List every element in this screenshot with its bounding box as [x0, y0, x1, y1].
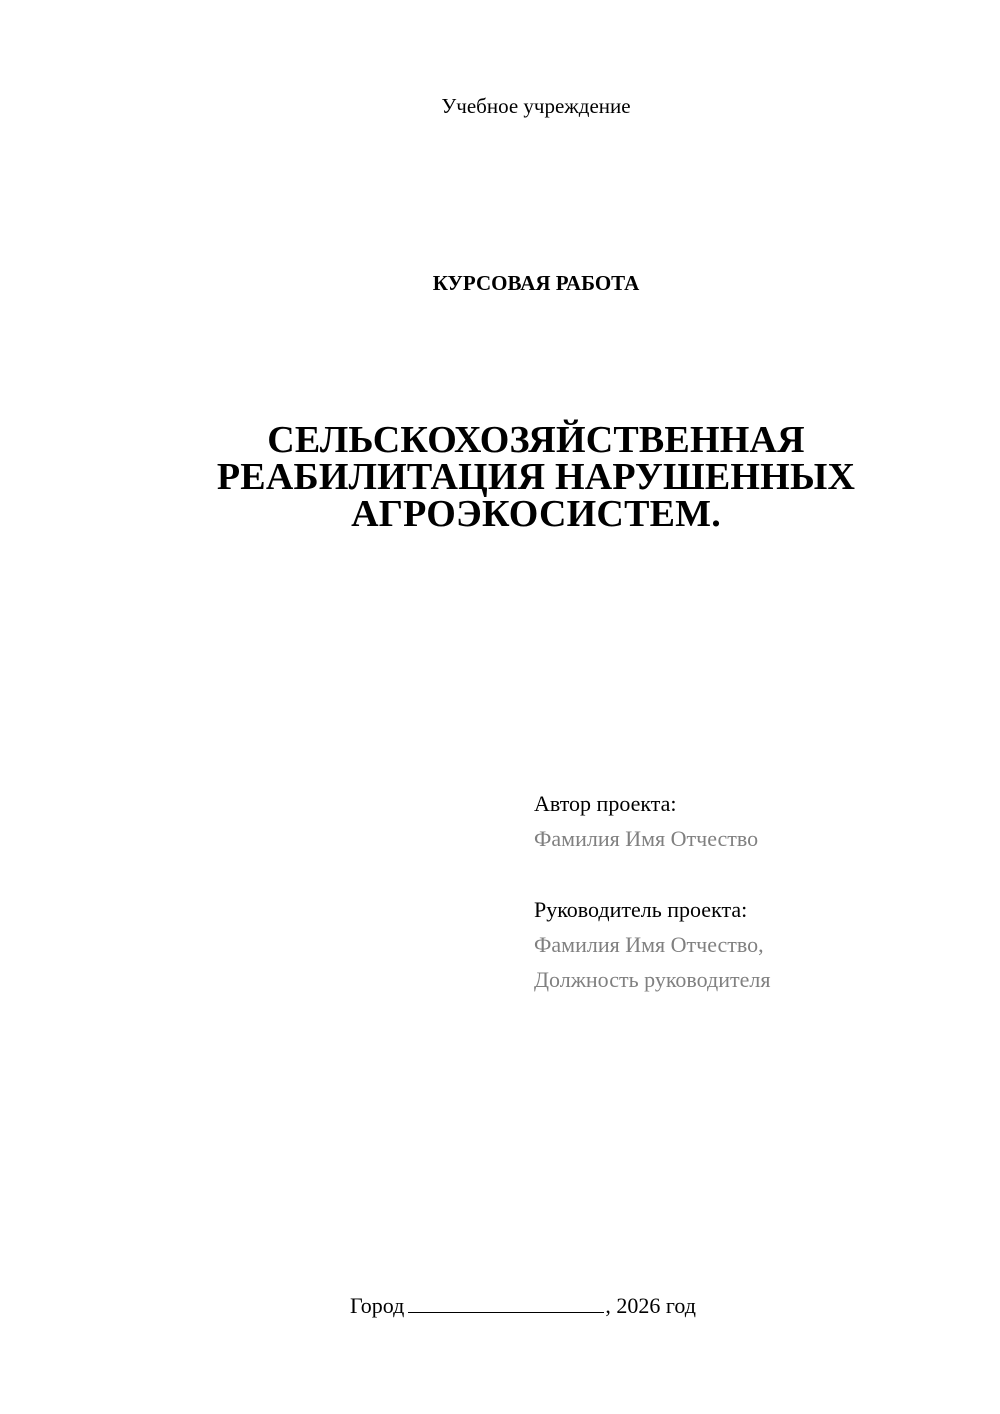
city-blank-line: [408, 1290, 604, 1313]
city-label: Город: [350, 1293, 405, 1318]
title-line: РЕАБИЛИТАЦИЯ НАРУШЕННЫХ: [216, 456, 856, 498]
supervisor-position-placeholder: Должность руководителя: [534, 967, 771, 992]
supervisor-block: [534, 892, 974, 997]
institution-name: Учебное учреждение: [441, 94, 631, 118]
title-line: АГРОЭКОСИСТЕМ.: [351, 493, 721, 535]
supervisor-name-placeholder: Фамилия Имя Отчество,: [534, 932, 764, 957]
author-name-placeholder: Фамилия Имя Отчество: [534, 826, 759, 851]
footer-city-year: [350, 1290, 696, 1321]
supervisor-label: Руководитель проекта:: [534, 897, 748, 922]
title-line: СЕЛЬСКОХОЗЯЙСТВЕННАЯ: [267, 419, 805, 461]
author-block: [534, 786, 974, 856]
document-title: [186, 419, 886, 535]
year-text: , 2026 год: [605, 1293, 696, 1318]
work-type-heading: КУРСОВАЯ РАБОТА: [432, 271, 640, 295]
author-label: Автор проекта:: [534, 791, 677, 816]
